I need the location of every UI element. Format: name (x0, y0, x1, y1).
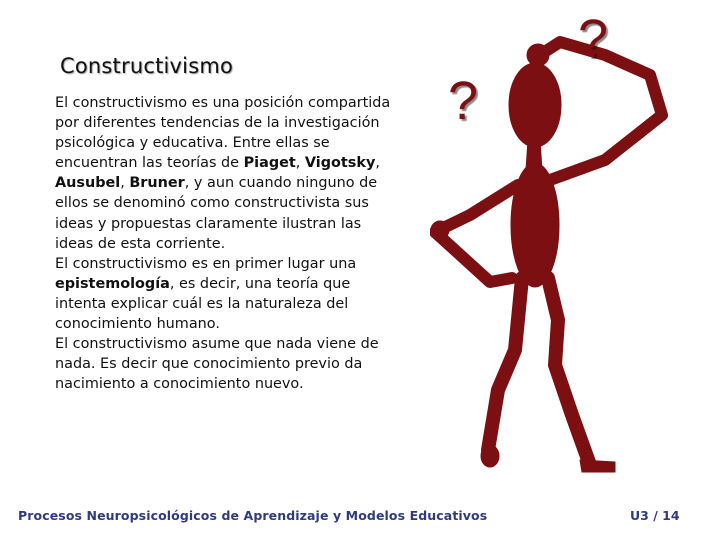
term-epistemologia: epistemología (55, 275, 170, 292)
paragraph-2 (55, 254, 400, 334)
paragraph-1-intro: El constructivismo es una posición compartida por diferentes tendencias de la investigación psicológica y educativa. Entre ellas se encuentran las teorías de (55, 95, 391, 172)
question-mark-right: ? (578, 9, 609, 69)
name-ausubel: Ausubel (55, 175, 121, 192)
separator: , (295, 155, 305, 172)
figure-right-hand (527, 44, 549, 66)
paragraph-1 (55, 93, 400, 254)
footer-course-title: Procesos Neuropsicológicos de Aprendizaje y Modelos Educativos (18, 508, 488, 523)
name-vigotsky: Vigotsky (304, 155, 376, 172)
paragraph-1-rest: , y aun cuando ninguno de ellos se denominó como constructivista sus ideas y propuestas claramente ilustran las ideas de esta corriente. (55, 175, 378, 252)
paragraph-3: El constructivismo asume que nada viene de nada. Es decir que conocimiento previo da nacimiento a conocimiento nuevo. (55, 336, 379, 393)
slide-body (55, 93, 400, 394)
footer-page-number: U3 / 14 (630, 508, 680, 523)
figure-left-hand (431, 221, 449, 239)
separator: , (120, 175, 130, 192)
name-bruner: Bruner (129, 175, 185, 192)
separator: , (375, 155, 380, 172)
figure-left-foot (481, 445, 499, 467)
figure-left-leg (488, 278, 522, 450)
figure-right-leg (548, 278, 590, 465)
slide-title: Constructivismo (60, 54, 234, 78)
figure-right-foot (580, 460, 615, 472)
paragraph-2-rest: , es decir, una teoría que intenta explicar cuál es la naturaleza del conocimiento humano. (55, 275, 351, 333)
question-mark-left: ? (448, 71, 479, 131)
name-piaget: Piaget (243, 155, 296, 172)
figure-head (509, 63, 561, 147)
paragraph-2-intro: El constructivismo es en primer lugar una (55, 255, 357, 272)
